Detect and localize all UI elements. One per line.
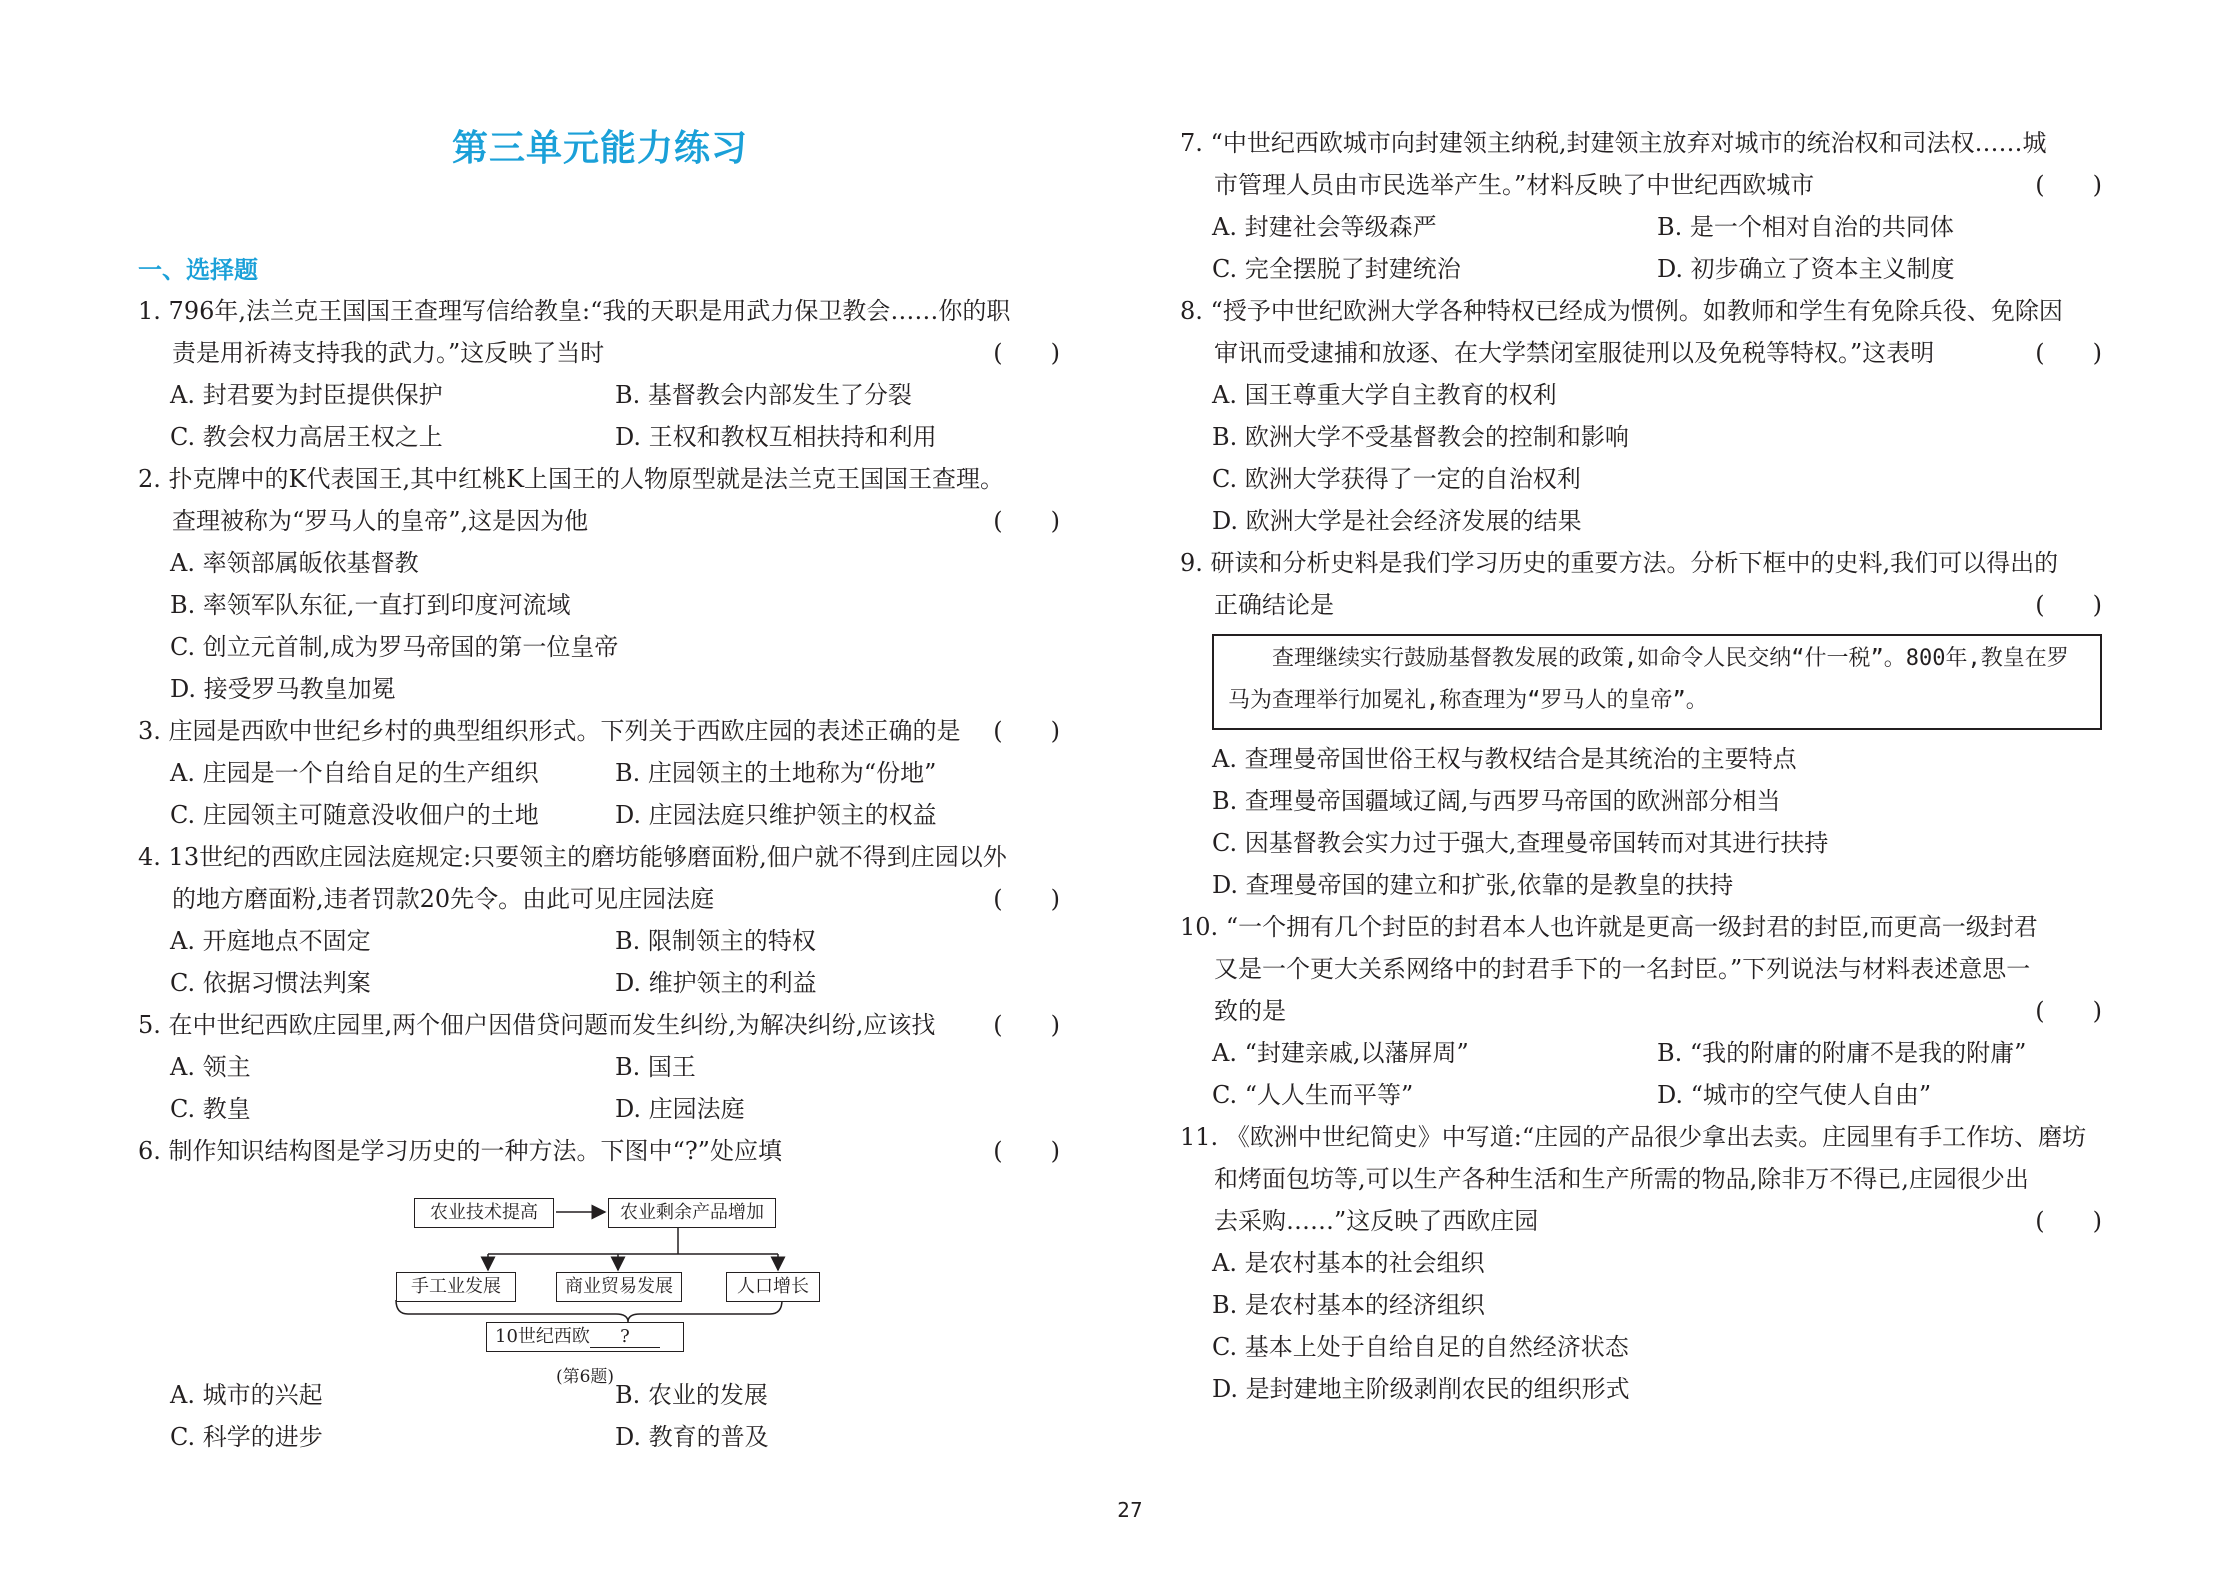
option-C: C. 庄园领主可随意没收佃户的土地 <box>170 801 539 829</box>
question-number: 3. <box>138 717 161 745</box>
option-A: A. 城市的兴起 <box>170 1381 323 1409</box>
question-stem <box>1180 1116 2102 1242</box>
answer-blank: ( ) <box>2035 339 2102 367</box>
answer-blank: ( ) <box>2035 997 2102 1025</box>
knowledge-structure-diagram <box>138 1172 1060 1387</box>
page-title: 第三单元能力练习 <box>451 128 748 169</box>
option-B: B. 率领军队东征,一直打到印度河流域 <box>170 591 571 619</box>
answer-options <box>1180 206 2102 290</box>
summary-brace <box>396 1300 782 1322</box>
question-number: 8. <box>1180 297 1203 325</box>
option-B: B. 农业的发展 <box>615 1381 768 1409</box>
option-C: C. 基本上处于自给自足的自然经济状态 <box>1212 1333 1629 1361</box>
question-stem <box>138 458 1060 542</box>
right-column <box>1180 122 2102 1410</box>
option-row <box>170 752 1060 794</box>
question-stem <box>1180 542 2102 626</box>
option-D: D. 接受罗马教皇加冕 <box>170 675 396 703</box>
question-stem <box>138 1004 1060 1046</box>
option-A: A. 封君要为封臣提供保护 <box>170 381 443 409</box>
answer-blank: ( ) <box>993 339 1060 367</box>
option-D: D. 维护领主的利益 <box>615 969 817 997</box>
question-number: 1. <box>138 297 161 325</box>
stem-line <box>1180 122 2102 164</box>
option-D: D. 欧洲大学是社会经济发展的结果 <box>1212 507 1582 535</box>
question-stem <box>138 290 1060 374</box>
box-commerce: 商业贸易发展 <box>556 1272 682 1302</box>
option-row <box>170 962 1060 1004</box>
option-row <box>170 1046 1060 1088</box>
page-number: 27 <box>1117 1498 1143 1522</box>
option-D: D. “城市的空气使人自由” <box>1657 1081 1932 1109</box>
question-5 <box>138 1004 1060 1130</box>
stem-text: 又是一个更大关系网络中的封君手下的一名封臣。”下列说法与材料表述意思一 <box>1214 955 2031 983</box>
stem-text: 扑克牌中的K代表国王,其中红桃K上国王的人物原型就是法兰克王国国王查理。 <box>168 465 1005 493</box>
answer-blank: ( ) <box>2035 591 2102 619</box>
stem-line <box>138 878 1060 920</box>
box-result-blank: ? <box>590 1327 660 1348</box>
stem-line <box>138 500 1060 542</box>
stem-line <box>138 458 1060 500</box>
option-D: D. 庄园法庭只维护领主的权益 <box>615 801 937 829</box>
option-row <box>170 920 1060 962</box>
stem-line <box>1180 164 2102 206</box>
stem-line <box>1180 990 2102 1032</box>
stem-text: 796年,法兰克王国国王查理写信给教皇:“我的天职是用武力保卫教会……你的职 <box>168 297 1011 325</box>
option-B: B. 欧洲大学不受基督教会的控制和影响 <box>1212 423 1629 451</box>
option-A: A. 查理曼帝国世俗王权与教权结合是其统治的主要特点 <box>1212 745 1797 773</box>
question-2 <box>138 458 1060 710</box>
answer-options <box>138 752 1060 836</box>
answer-options <box>1180 1032 2102 1116</box>
question-stem <box>138 836 1060 920</box>
answer-options <box>138 920 1060 1004</box>
option-row <box>1212 1032 2102 1074</box>
question-number: 7. <box>1180 129 1203 157</box>
stem-text: “一个拥有几个封臣的封君本人也许就是更高一级封君的封臣,而更高一级封君 <box>1225 913 2038 941</box>
question-stem <box>1180 906 2102 1032</box>
stem-text: 13世纪的西欧庄园法庭规定:只要领主的磨坊能够磨面粉,佃户就不得到庄园以外 <box>168 843 1007 871</box>
answer-blank: ( ) <box>2035 171 2102 199</box>
stem-text: 研读和分析史料是我们学习历史的重要方法。分析下框中的史料,我们可以得出的 <box>1210 549 2059 577</box>
option-B: B. “我的附庸的附庸不是我的附庸” <box>1657 1039 2027 1067</box>
stem-line <box>138 332 1060 374</box>
question-number: 10. <box>1180 913 1219 941</box>
stem-text: 在中世纪西欧庄园里,两个佃户因借贷问题而发生纠纷,为解决纠纷,应该找 <box>168 1011 936 1039</box>
option-row <box>170 1416 1060 1458</box>
answer-options <box>138 1046 1060 1130</box>
stem-text: 的地方磨面粉,违者罚款20先令。由此可见庄园法庭 <box>172 885 715 913</box>
stem-text: 致的是 <box>1214 997 1286 1025</box>
option-row <box>170 416 1060 458</box>
option-C: C. 教会权力高居王权之上 <box>170 423 443 451</box>
stem-text: 和烤面包坊等,可以生产各种生活和生产所需的物品,除非万不得已,庄园很少出 <box>1214 1165 2029 1193</box>
stem-text: 庄园是西欧中世纪乡村的典型组织形式。下列关于西欧庄园的表述正确的是 <box>168 717 961 745</box>
option-B: B. 基督教会内部发生了分裂 <box>615 381 912 409</box>
option-D: D. 庄园法庭 <box>615 1095 745 1123</box>
source-material-box: 查理继续实行鼓励基督教发展的政策,如命令人民交纳“什一税”。800年,教皇在罗马为查理举行加冕礼,称查理为“罗马人的皇帝”。 <box>1212 634 2102 730</box>
option-row <box>170 374 1060 416</box>
stem-line <box>138 836 1060 878</box>
option-A: A. 庄园是一个自给自足的生产组织 <box>170 759 539 787</box>
option-B: B. 是一个相对自治的共同体 <box>1657 213 1954 241</box>
box-population: 人口增长 <box>726 1272 820 1302</box>
option-row <box>1212 1074 2102 1116</box>
question-number: 2. <box>138 465 161 493</box>
stem-line <box>1180 290 2102 332</box>
option-C: C. 教皇 <box>170 1095 251 1123</box>
option-C: C. 完全摆脱了封建统治 <box>1212 255 1461 283</box>
answer-options <box>138 542 1060 710</box>
question-4 <box>138 836 1060 1004</box>
option-B: B. 限制领主的特权 <box>615 927 816 955</box>
question-stem <box>1180 122 2102 206</box>
stem-line <box>1180 332 2102 374</box>
option-C: C. 欧洲大学获得了一定的自治权利 <box>1212 465 1581 493</box>
answer-blank: ( ) <box>2035 1207 2102 1235</box>
option-B: B. 是农村基本的经济组织 <box>1212 1291 1485 1319</box>
option-B: B. 庄园领主的土地称为“份地” <box>615 759 937 787</box>
answer-options <box>1180 1242 2102 1410</box>
answer-options <box>1180 738 2102 906</box>
question-1 <box>138 290 1060 458</box>
stem-text: 审讯而受逮捕和放逐、在大学禁闭室服徒刑以及免税等特权。”这表明 <box>1214 339 1935 367</box>
option-D: D. 教育的普及 <box>615 1423 769 1451</box>
box-handicraft: 手工业发展 <box>396 1272 516 1302</box>
option-C: C. 因基督教会实力过于强大,查理曼帝国转而对其进行扶持 <box>1212 829 1829 857</box>
option-C: C. 科学的进步 <box>170 1423 323 1451</box>
question-9 <box>1180 542 2102 906</box>
option-row <box>1212 248 2102 290</box>
stem-text: 制作知识结构图是学习历史的一种方法。下图中“?”处应填 <box>168 1137 782 1165</box>
question-stem <box>1180 290 2102 374</box>
answer-options <box>1180 374 2102 542</box>
stem-line <box>1180 1158 2102 1200</box>
question-3 <box>138 710 1060 836</box>
left-column <box>138 290 1060 1458</box>
option-A: A. 开庭地点不固定 <box>170 927 371 955</box>
option-A: A. 封建社会等级森严 <box>1212 213 1437 241</box>
stem-line <box>1180 906 2102 948</box>
question-number: 6. <box>138 1137 161 1165</box>
stem-text: 《欧洲中世纪简史》中写道:“庄园的产品很少拿出去卖。庄园里有手工作坊、磨坊 <box>1225 1123 2087 1151</box>
stem-line <box>138 290 1060 332</box>
stem-line <box>1180 584 2102 626</box>
option-C: C. “人人生而平等” <box>1212 1081 1414 1109</box>
stem-text: 正确结论是 <box>1214 591 1334 619</box>
option-A: A. 是农村基本的社会组织 <box>1212 1249 1485 1277</box>
option-D: D. 是封建地主阶级剥削农民的组织形式 <box>1212 1375 1630 1403</box>
question-number: 5. <box>138 1011 161 1039</box>
diagram-caption: (第6题) <box>555 1367 615 1387</box>
option-C: C. 创立元首制,成为罗马帝国的第一位皇帝 <box>170 633 619 661</box>
option-B: B. 国王 <box>615 1053 696 1081</box>
answer-blank: ( ) <box>993 717 1060 745</box>
question-stem <box>138 710 1060 752</box>
option-row <box>170 794 1060 836</box>
stem-line <box>138 1004 1060 1046</box>
question-number: 11. <box>1180 1123 1219 1151</box>
question-11 <box>1180 1116 2102 1410</box>
option-A: A. 领主 <box>170 1053 251 1081</box>
option-A: A. 国王尊重大学自主教育的权利 <box>1212 381 1557 409</box>
stem-text: 市管理人员由市民选举产生。”材料反映了中世纪西欧城市 <box>1214 171 1815 199</box>
stem-line <box>1180 1200 2102 1242</box>
answer-blank: ( ) <box>993 507 1060 535</box>
box-surplus: 农业剩余产品增加 <box>608 1198 776 1228</box>
answer-blank: ( ) <box>993 1011 1060 1039</box>
stem-text: 去采购……”这反映了西欧庄园 <box>1214 1207 1539 1235</box>
stem-text: 查理被称为“罗马人的皇帝”,这是因为他 <box>172 507 589 535</box>
box-result-prefix: 10世纪西欧 <box>495 1326 590 1347</box>
question-6 <box>138 1130 1060 1458</box>
option-A: A. 率领部属皈依基督教 <box>170 549 419 577</box>
answer-blank: ( ) <box>993 1137 1060 1165</box>
option-D: D. 初步确立了资本主义制度 <box>1657 255 1955 283</box>
option-D: D. 查理曼帝国的建立和扩张,依靠的是教皇的扶持 <box>1212 871 1734 899</box>
answer-blank: ( ) <box>993 885 1060 913</box>
option-D: D. 王权和教权互相扶持和利用 <box>615 423 937 451</box>
stem-line <box>1180 542 2102 584</box>
section-heading: 一、选择题 <box>138 256 258 284</box>
box-result <box>486 1322 684 1352</box>
stem-text: 责是用祈祷支持我的武力。”这反映了当时 <box>172 339 605 367</box>
option-A: A. “封建亲戚,以藩屏周” <box>1212 1039 1469 1067</box>
stem-line <box>138 1130 1060 1172</box>
box-farming-tech: 农业技术提高 <box>414 1198 554 1228</box>
option-row <box>1212 206 2102 248</box>
answer-options <box>138 374 1060 458</box>
question-10 <box>1180 906 2102 1116</box>
question-stem <box>138 1130 1060 1172</box>
stem-text: “授予中世纪欧洲大学各种特权已经成为惯例。如教师和学生有免除兵役、免除因 <box>1210 297 2063 325</box>
question-number: 4. <box>138 843 161 871</box>
option-B: B. 查理曼帝国疆域辽阔,与西罗马帝国的欧洲部分相当 <box>1212 787 1781 815</box>
option-C: C. 依据习惯法判案 <box>170 969 371 997</box>
stem-line <box>1180 1116 2102 1158</box>
stem-line <box>138 710 1060 752</box>
question-8 <box>1180 290 2102 542</box>
stem-line <box>1180 948 2102 990</box>
question-number: 9. <box>1180 549 1203 577</box>
stem-text: “中世纪西欧城市向封建领主纳税,封建领主放弃对城市的统治权和司法权……城 <box>1210 129 2047 157</box>
question-7 <box>1180 122 2102 290</box>
option-row <box>170 1088 1060 1130</box>
